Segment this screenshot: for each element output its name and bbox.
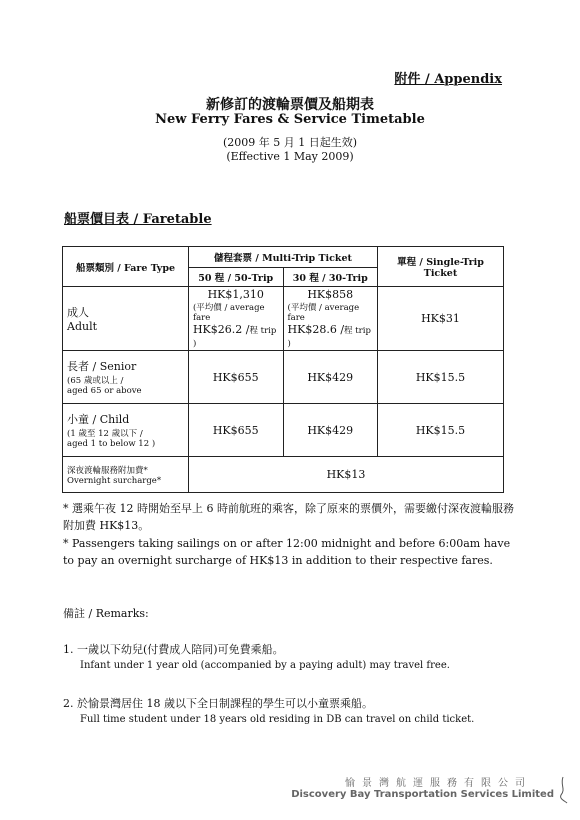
adult-50-trip-cell [188, 287, 283, 351]
footnote-english: * Passengers taking sailings on or after 12:00 midnight and before 6:00am have to pay an overnight surcharge of HK$13 in addition to their respective fares. [63, 537, 511, 567]
adult-30-trip-price: HK$858 [307, 288, 354, 301]
senior-single-price: HK$15.5 [377, 351, 503, 404]
adult-50-trip-price: HK$1,310 [207, 288, 264, 301]
child-50-trip-price: HK$655 [188, 404, 283, 457]
adult-30-avg-label: (平均價 / average fare [287, 303, 360, 323]
child-label-age-zh: (1 歲至 12 歲以下 / [67, 429, 143, 439]
overnight-label-en: Overnight surcharge* [67, 475, 162, 486]
company-name-english: Discovery Bay Transportation Services Limited [291, 789, 554, 800]
company-name-chinese: 愉景灣航運服務有限公司 [345, 778, 532, 789]
senior-label [63, 351, 189, 404]
effective-date-chinese: (2009 年 5 月 1 日起生效) [222, 136, 358, 149]
handwritten-mark [556, 775, 570, 805]
table-row-senior [63, 351, 504, 404]
senior-label-age-zh: (65 歲或以上 / [67, 376, 124, 386]
remarks-title: 備註 / Remarks: [63, 607, 149, 620]
adult-30-trip-cell [283, 287, 377, 351]
effective-date-english: (Effective 1 May 2009) [226, 150, 354, 163]
child-single-price: HK$15.5 [377, 404, 503, 457]
adult-30-avg: HK$28.6 / [287, 323, 345, 336]
header-single-trip: 單程 / Single-Trip Ticket [377, 247, 503, 287]
adult-50-avg: HK$26.2 / [192, 323, 250, 336]
section-title: 船票價目表 / Faretable [64, 212, 212, 227]
title-chinese: 新修訂的渡輪票價及船期表 [206, 97, 374, 113]
senior-label-age-en: aged 65 or above [67, 386, 142, 396]
adult-single-price: HK$31 [377, 287, 503, 351]
overnight-price: HK$13 [188, 457, 503, 493]
remark-1-english: Infant under 1 year old (accompanied by a paying adult) may travel free. [80, 660, 450, 671]
adult-50-avg-label: (平均價 / average fare [192, 303, 265, 323]
overnight-label-zh: 深夜渡輪服務附加費* [67, 465, 148, 476]
appendix-label: 附件 / Appendix [394, 72, 502, 87]
header-30-trip: 30 程 / 30-Trip [283, 268, 377, 287]
senior-30-trip-price: HK$429 [283, 351, 377, 404]
footnote-chinese: * 選乘午夜 12 時開始至早上 6 時前航班的乘客，除了原來的票價外，需要繳付深夜渡輪服務附加費 HK$13。 [63, 502, 514, 532]
overnight-label [63, 457, 189, 493]
table-row-child [63, 404, 504, 457]
senior-label-main: 長者 / Senior [67, 360, 137, 373]
adult-label [63, 287, 189, 351]
table-row-overnight [63, 457, 504, 493]
remark-1-chinese: 1. 一歲以下幼兒(付費成人陪同)可免費乘船。 [63, 643, 284, 656]
header-multi-trip: 儲程套票 / Multi-Trip Ticket [188, 247, 377, 268]
table-row-adult [63, 287, 504, 351]
fare-table [62, 246, 504, 493]
child-30-trip-price: HK$429 [283, 404, 377, 457]
child-label-age-en: aged 1 to below 12 ) [67, 439, 156, 449]
adult-label-zh: 成人 [67, 306, 89, 319]
title-english: New Ferry Fares & Service Timetable [155, 112, 425, 127]
adult-50-unit: 程 trip ) [192, 326, 277, 349]
child-label [63, 404, 189, 457]
adult-label-en: Adult [67, 320, 98, 333]
header-fare-type: 船票類別 / Fare Type [63, 247, 189, 287]
header-50-trip: 50 程 / 50-Trip [188, 268, 283, 287]
remark-2-english: Full time student under 18 years old residing in DB can travel on child ticket. [80, 714, 475, 725]
child-label-main: 小童 / Child [67, 413, 130, 426]
adult-30-unit: 程 trip ) [287, 326, 371, 349]
remark-2-chinese: 2. 於愉景灣居住 18 歲以下全日制課程的學生可以小童票乘船。 [63, 697, 373, 710]
senior-50-trip-price: HK$655 [188, 351, 283, 404]
